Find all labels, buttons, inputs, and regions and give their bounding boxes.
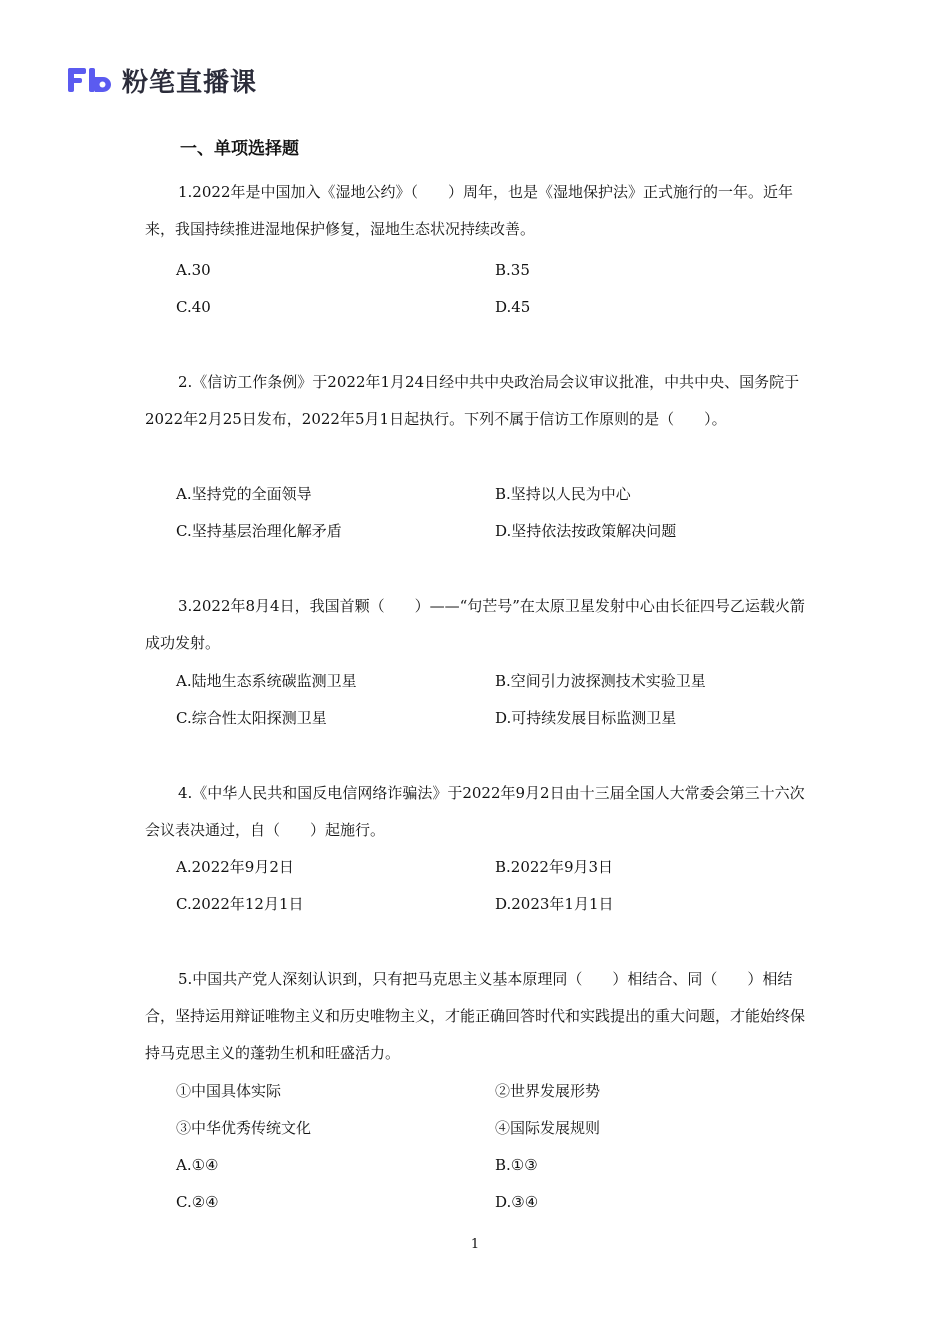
option-b: B.坚持以人民为中心 (495, 485, 631, 503)
question-stem: 4.《中华人民共和国反电信网络诈骗法》于2022年9月2日由十三届全国人大常委会第三十六次会议表决通过，自（ ）起施行。 (145, 784, 805, 839)
option-c: C.2022年12月1日 (176, 895, 304, 913)
option-c: C.②④ (176, 1193, 219, 1211)
option-c: C.40 (176, 298, 211, 316)
statement-item: ②世界发展形势 (495, 1082, 601, 1100)
option-b: B.35 (495, 261, 530, 279)
brand-logo (66, 62, 257, 98)
question-stem: 5.中国共产党人深刻认识到，只有把马克思主义基本原理同（ ）相结合、同（ ）相结合，坚持运用辩证唯物主义和历史唯物主义，才能正确回答时代和实践提出的重大问题，才能始终保持马克思主义的蓬勃生机和旺盛活力。 (145, 970, 806, 1062)
fb-logo-icon (66, 65, 116, 95)
option-c: C.综合性太阳探测卫星 (176, 709, 327, 727)
statement-item: ①中国具体实际 (176, 1082, 282, 1100)
option-d: D.45 (495, 298, 531, 316)
statement-item: ③中华优秀传统文化 (176, 1119, 312, 1137)
option-b: B.空间引力波探测技术实验卫星 (495, 672, 706, 690)
options-1 (176, 252, 736, 326)
option-b: B.①③ (495, 1156, 538, 1174)
option-a: A.坚持党的全面领导 (176, 485, 312, 503)
option-d: D.2023年1月1日 (495, 895, 614, 913)
option-a: A.2022年9月2日 (176, 858, 294, 876)
question-stem: 1.2022年是中国加入《湿地公约》（ ）周年，也是《湿地保护法》正式施行的一年。近年来，我国持续推进湿地保护修复，湿地生态状况持续改善。 (145, 183, 793, 238)
logo-text: 粉笔直播课 (122, 67, 258, 98)
options-5 (176, 1073, 736, 1221)
option-a: A.30 (176, 261, 211, 279)
option-b: B.2022年9月3日 (495, 858, 614, 876)
options-2 (176, 476, 736, 550)
statement-item: ④国际发展规则 (495, 1119, 601, 1137)
question-5 (145, 961, 810, 1072)
option-a: A.①④ (176, 1156, 219, 1174)
question-stem: 3.2022年8月4日，我国首颗（ ）——“句芒号”在太原卫星发射中心由长征四号乙运载火箭成功发射。 (145, 597, 805, 652)
option-d: D.可持续发展目标监测卫星 (495, 709, 677, 727)
option-a: A.陆地生态系统碳监测卫星 (176, 672, 357, 690)
question-stem: 2.《信访工作条例》于2022年1月24日经中共中央政治局会议审议批准，中共中央、国务院于2022年2月25日发布，2022年5月1日起执行。下列不属于信访工作原则的是（ ）。 (145, 373, 800, 428)
question-4 (145, 775, 810, 849)
question-1 (145, 174, 810, 248)
options-3 (176, 663, 736, 737)
question-3 (145, 588, 810, 662)
option-c: C.坚持基层治理化解矛盾 (176, 522, 342, 540)
page-number: 1 (470, 1237, 480, 1252)
section-title: 一、单项选择题 (180, 139, 299, 159)
question-2 (145, 364, 810, 438)
options-4 (176, 849, 736, 923)
option-d: D.③④ (495, 1193, 539, 1211)
option-d: D.坚持依法按政策解决问题 (495, 522, 677, 540)
